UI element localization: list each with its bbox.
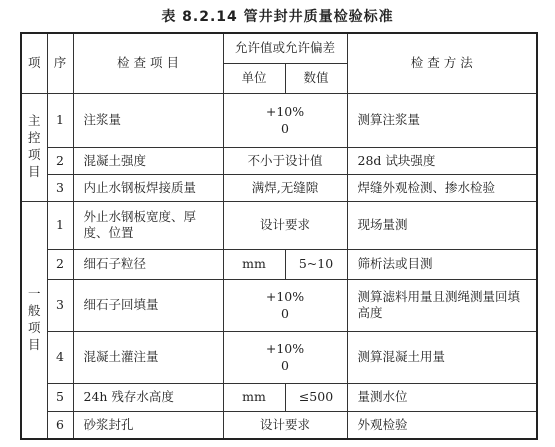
header-item: 检 查 项 目	[73, 33, 223, 93]
row-no: 2	[47, 147, 73, 174]
row-unit: mm	[223, 383, 285, 411]
table-row	[21, 147, 537, 174]
row-tolerance: +10% 0	[223, 279, 347, 331]
row-tolerance: 满焊,无缝隙	[223, 174, 347, 201]
row-value: ≤500	[285, 383, 347, 411]
row-item: 内止水钢板焊接质量	[73, 174, 223, 201]
quality-inspection-table	[20, 32, 538, 440]
table-row	[21, 201, 537, 249]
table-row	[21, 383, 537, 411]
row-item: 细石子回填量	[73, 279, 223, 331]
group-main-control: 主 控 项 目	[21, 93, 47, 201]
header-unit: 单位	[223, 63, 285, 93]
row-tolerance: +10% 0	[223, 331, 347, 383]
group-general: 一 般 项 目	[21, 201, 47, 439]
row-item: 外止水钢板宽度、厚度、位置	[73, 201, 223, 249]
row-method: 焊缝外观检测、掺水检验	[347, 174, 537, 201]
table-title: 表 8.2.14 管井封井质量检验标准	[161, 9, 394, 25]
table-row	[21, 93, 537, 147]
row-method: 28d 试块强度	[347, 147, 537, 174]
table-row	[21, 411, 537, 439]
row-no: 5	[47, 383, 73, 411]
row-item: 注浆量	[73, 93, 223, 147]
row-method: 测算滤料用量且测绳测量回填高度	[347, 279, 537, 331]
row-no: 1	[47, 93, 73, 147]
row-method: 筛析法或目测	[347, 249, 537, 279]
row-tolerance: 设计要求	[223, 411, 347, 439]
header-tolerance: 允许值或允许偏差	[223, 33, 347, 63]
row-no: 3	[47, 174, 73, 201]
header-value: 数值	[285, 63, 347, 93]
header-row	[21, 33, 537, 63]
row-method: 测算混凝土用量	[347, 331, 537, 383]
row-no: 2	[47, 249, 73, 279]
row-no: 3	[47, 279, 73, 331]
row-no: 1	[47, 201, 73, 249]
row-item: 砂浆封孔	[73, 411, 223, 439]
row-tolerance: 不小于设计值	[223, 147, 347, 174]
header-method: 检 查 方 法	[347, 33, 537, 93]
row-method: 测算注浆量	[347, 93, 537, 147]
row-item: 混凝土灌注量	[73, 331, 223, 383]
row-item: 细石子粒径	[73, 249, 223, 279]
row-tolerance: +10% 0	[223, 93, 347, 147]
table-row	[21, 174, 537, 201]
row-no: 4	[47, 331, 73, 383]
row-method: 外观检验	[347, 411, 537, 439]
header-group: 项	[21, 33, 47, 93]
row-method: 量测水位	[347, 383, 537, 411]
row-unit: mm	[223, 249, 285, 279]
table-row	[21, 249, 537, 279]
row-no: 6	[47, 411, 73, 439]
row-tolerance: 设计要求	[223, 201, 347, 249]
header-no: 序	[47, 33, 73, 93]
table-row	[21, 279, 537, 331]
row-method: 现场量测	[347, 201, 537, 249]
row-value: 5~10	[285, 249, 347, 279]
row-item: 24h 残存水高度	[73, 383, 223, 411]
table-row	[21, 331, 537, 383]
row-item: 混凝土强度	[73, 147, 223, 174]
